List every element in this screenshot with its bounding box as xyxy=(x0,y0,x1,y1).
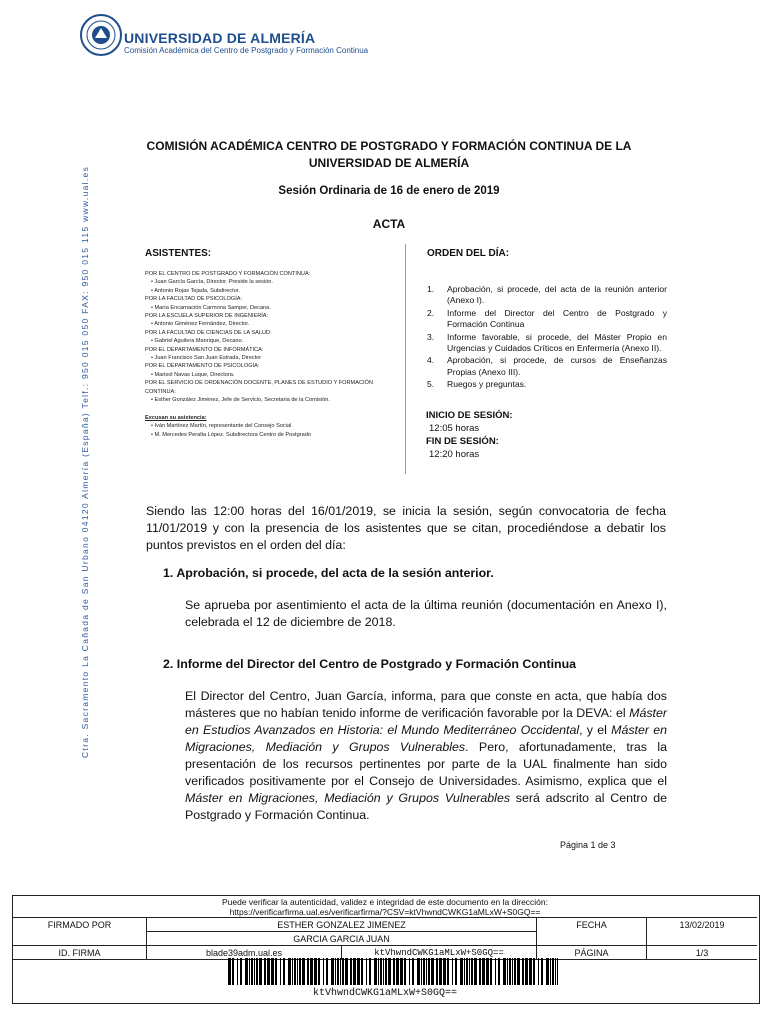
list-item: 2. Informe del Director del Centro de Postgrado y Formación Continua xyxy=(427,307,667,330)
intro-paragraph: Siendo las 12:00 horas del 16/01/2019, se inicia la sesión, según convocatoria de fecha 11/01/2019 y con la presencia de los asistentes que se citan, procediéndose a debatir los puntos previstos en el orden del día: xyxy=(146,504,666,552)
university-name: UNIVERSIDAD DE ALMERÍA xyxy=(124,30,316,46)
list-item: POR LA FACULTAD DE CIENCIAS DE LA SALUD: xyxy=(145,329,272,336)
fin-label: FIN DE SESIÓN: xyxy=(426,436,499,447)
column-divider xyxy=(405,244,406,474)
university-seal-logo xyxy=(80,14,122,56)
section-2-title: 2. Informe del Director del Centro de Postgrado y Formación Continua xyxy=(163,657,577,671)
list-item: POR LA FACULTAD DE PSICOLOGÍA: xyxy=(145,296,243,303)
host-value: blade39adm.ual.es xyxy=(147,945,342,960)
asistentes-list xyxy=(145,270,395,405)
list-item: • M. Mercedes Peralta López. Subdirectora Centro de Postgrado xyxy=(151,431,311,438)
list-item: • Iván Martínez Martín, representante del Consejo Social xyxy=(151,423,292,430)
csv-value: ktVhwndCWKG1aMLxW+S0GQ== xyxy=(342,945,537,960)
firmado-row xyxy=(13,917,757,931)
session-times xyxy=(426,409,513,461)
barcode-image xyxy=(228,958,558,985)
list-item: • Juan García García, Director. Preside la sesión. xyxy=(151,279,273,286)
inicio-value: 12:05 horas xyxy=(429,423,480,434)
firmante-row xyxy=(13,931,757,945)
page-number: Página 1 de 3 xyxy=(560,840,616,850)
list-item: POR EL SERVICIO DE ORDENACIÓN DOCENTE, PLANES DE ESTUDIO Y FORMACIÓN CONTINUA: xyxy=(145,380,373,395)
signature-footer xyxy=(12,895,760,1004)
excusan-heading: Excusan su asistencia: xyxy=(145,415,207,421)
firmante-2: GARCIA GARCIA JUAN xyxy=(147,931,537,945)
section-1-text: Se aprueba por asentimiento el acta de la última reunión (documentación en Anexo I), celebrada el 12 de diciembre de 2018. xyxy=(185,598,667,629)
barcode-text: ktVhwndCWKG1aMLxW+S0GQ== xyxy=(312,988,458,999)
session-title: Sesión Ordinaria de 16 de enero de 2019 xyxy=(278,185,500,197)
acta-heading: ACTA xyxy=(372,217,406,231)
list-item: POR EL CENTRO DE POSTGRADO Y FORMACIÓN CONTINUA: xyxy=(145,271,311,277)
list-item: POR EL DEPARTAMENTO DE INFORMÁTICA: xyxy=(145,346,264,353)
pagina-label: PÁGINA xyxy=(537,945,647,960)
list-item: 4. Aprobación, si procede, de cursos de Enseñanzas Propias (Anexo III). xyxy=(427,355,667,377)
fecha-label: FECHA xyxy=(537,917,647,931)
fecha-value: 13/02/2019 xyxy=(647,917,757,931)
list-item: POR EL DEPARTAMENTO DE PSICOLOGÍA: xyxy=(145,363,260,370)
asistentes-heading: ASISTENTES: xyxy=(145,248,212,259)
firmado-label: FIRMADO POR xyxy=(13,917,147,931)
verify-text: Puede verificar la autenticidad, validez e integridad de este documento en la dirección: https://verificarfirma.ual.es/verificarfirma/?CSV=ktVhwndCWKG1aMLxW+S0GQ== xyxy=(13,896,757,917)
section-2-text: El Director del Centro, Juan García, informa, para que conste en acta, que había dos másteres que no habían tenido informe de verificación favorable por la DEVA: el Máster en Estudios Avanzados en Historia: el Mundo Mediterráneo Occidental, y el Máster en Migraciones, Mediación y Grupos Vulnerables. Pero, afortunadamente, tras la presentación de los recursos pertinentes por parte de la UAL finalmente han sido verificados positivamente por el Consejo de Universidades. Asimismo, explica que el Máster en Migraciones, Mediación y Grupos Vulnerables será adscrito al Centro de Postgrado y Formación Continua. xyxy=(185,689,668,822)
list-item: • Marisol Navas Luque, Directora. xyxy=(151,371,235,378)
excusan-block xyxy=(145,414,395,439)
fin-value: 12:20 horas xyxy=(429,449,480,460)
section-1-title: 1. Aprobación, si procede, del acta de la sesión anterior. xyxy=(163,566,494,580)
list-item: 3. Informe favorable, si procede, del Máster Propio en Urgencias y Cuidados Críticos en Enfermería (Anexo II). xyxy=(427,331,667,354)
firmante-1: ESTHER GONZALEZ JIMENEZ xyxy=(147,917,537,931)
verify-url[interactable]: https://verificarfirma.ual.es/verificarfirma/?CSV=ktVhwndCWKG1aMLxW+S0GQ== xyxy=(229,906,541,917)
orden-list xyxy=(427,284,667,392)
list-item: 1. Aprobación, si procede, del acta de la reunión anterior (Anexo I). xyxy=(427,284,667,306)
inicio-label: INICIO DE SESIÓN: xyxy=(426,410,513,421)
id-label: ID. FIRMA xyxy=(13,945,147,960)
pagina-value: 1/3 xyxy=(647,945,757,960)
list-item: • Gabriel Aguilera Manrique, Decano. xyxy=(151,338,244,345)
header-subtitle: Comisión Académica del Centro de Postgrado y Formación Continua xyxy=(124,46,369,55)
list-item: 5. Ruegos y preguntas. xyxy=(427,379,527,390)
list-item: • Antonio Giménez Fernández, Director. xyxy=(151,321,250,328)
list-item: • María Encarnación Carmona Samper, Decana. xyxy=(151,304,271,311)
list-item: • Esther González Jiménez, Jefe de Servicio, Secretaria de la Comisión. xyxy=(151,397,330,404)
document-title: COMISIÓN ACADÉMICA CENTRO DE POSTGRADO Y FORMACIÓN CONTINUA DE LA UNIVERSIDAD DE ALMERÍA xyxy=(146,139,632,170)
address-side-text: Ctra. Sacramento La Cañada de San Urbano 04120 Almería (España) Telf.: 950 015 050 FAX: 950 015 115 www.ual.es xyxy=(80,165,90,758)
id-row xyxy=(13,945,757,959)
list-item: POR LA ESCUELA SUPERIOR DE INGENIERÍA: xyxy=(145,313,269,320)
list-item: • Antonio Rojas Tejada, Subdirector. xyxy=(151,287,240,294)
list-item: • Juan Francisco San Juan Estrada, Director xyxy=(151,355,262,362)
orden-heading: ORDEN DEL DÍA: xyxy=(427,248,510,259)
